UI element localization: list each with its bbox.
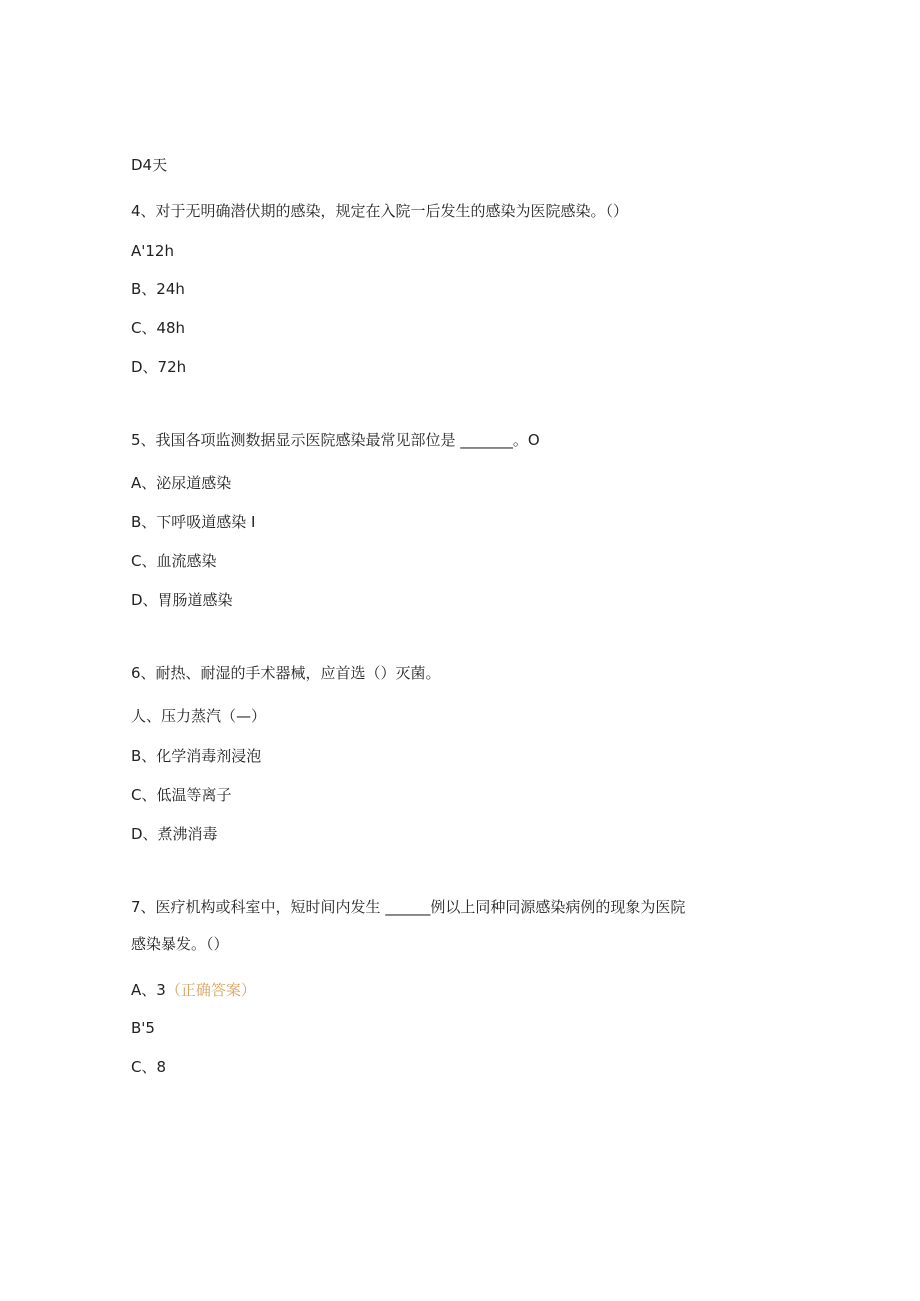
question-6-option-c: C、低温等离子 [131, 786, 232, 804]
option-d-prev: D4天 [131, 156, 168, 174]
question-5-option-b: B、下呼吸道感染 I [131, 513, 256, 531]
question-6: 6、耐热、耐湿的手术器械，应首选（）灭菌。 [131, 664, 441, 682]
question-7-option-a [131, 980, 256, 1000]
question-7-option-b: B'5 [131, 1019, 155, 1037]
question-6-option-b: B、化学消毒剂浸泡 [131, 747, 262, 765]
question-5-option-d: D、胃肠道感染 [131, 591, 233, 609]
correct-answer-mark: （正确答案） [165, 981, 256, 999]
question-4-option-a: A'12h [131, 242, 174, 260]
question-5-option-a: A、泌尿道感染 [131, 474, 232, 492]
question-6-option-a: 人、压力蒸汽（—） [131, 707, 267, 725]
question-5: 5、我国各项监测数据显示医院感染最常见部位是 _______。O [131, 431, 540, 449]
question-4: 4、对于无明确潜伏期的感染，规定在入院一后发生的感染为医院感染。（） [131, 202, 629, 220]
question-7-line-2: 感染暴发。（） [131, 935, 229, 953]
question-6-option-d: D、煮沸消毒 [131, 825, 218, 843]
question-4-option-b: B、24h [131, 280, 185, 298]
question-7-line-1: 7、医疗机构或科室中，短时间内发生 ______例以上同种同源感染病例的现象为医院 [131, 898, 686, 916]
question-7-option-a-text: A、3 [131, 981, 166, 999]
question-7-option-c: C、8 [131, 1058, 167, 1076]
question-4-option-d: D、72h [131, 358, 187, 376]
question-5-option-c: C、血流感染 [131, 552, 217, 570]
question-4-option-c: C、48h [131, 319, 186, 337]
